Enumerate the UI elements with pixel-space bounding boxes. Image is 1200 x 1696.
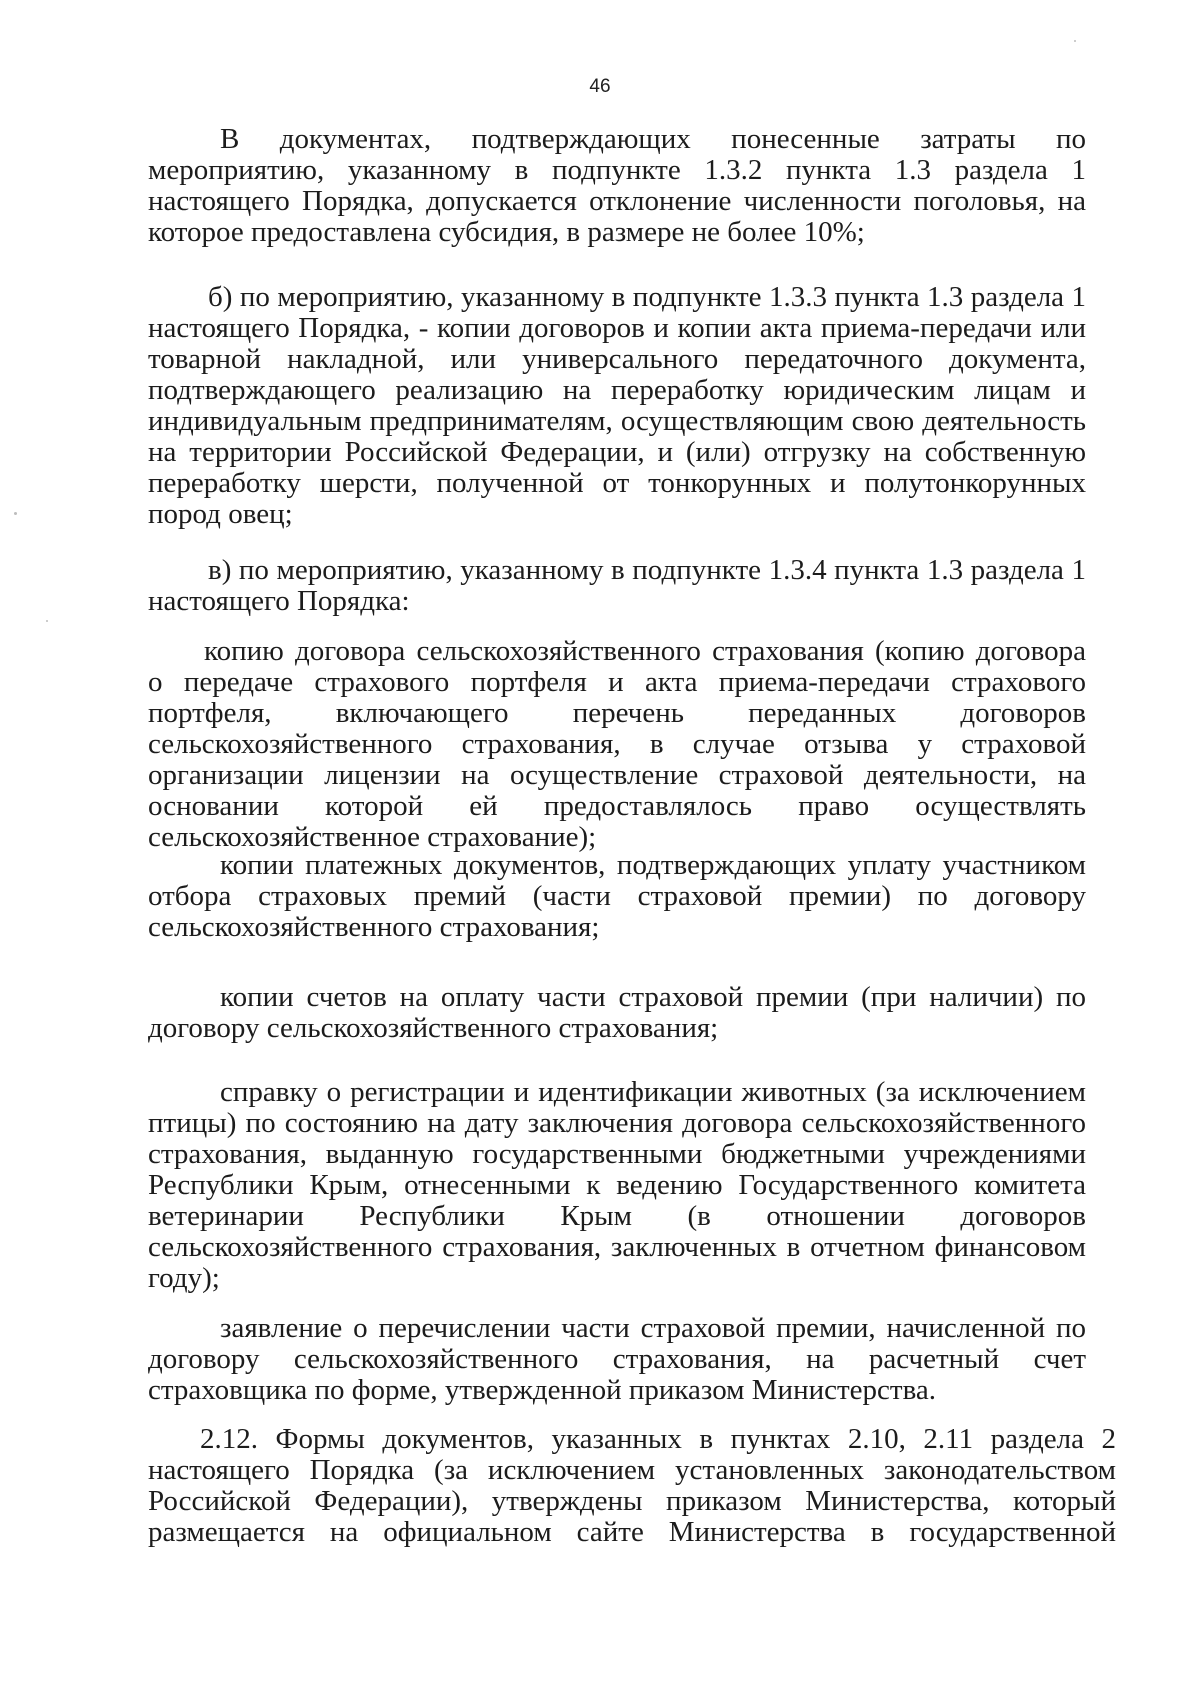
paragraph-item-v: в) по мероприятию, указанному в подпункте 1.3.4 пункта 1.3 раздела 1 настоящего Порядка: [148,554,1086,617]
paragraph-transfer-statement: заявление о перечислении части страховой премии, начисленной по договору сельскохозяйственного страхования, на расчетный счет страховщика по форме, утвержденной приказом Министерства. [148,1312,1086,1406]
paragraph-expense-documents: В документах, подтверждающих понесенные затраты по мероприятию, указанному в подпункте 1.3.2 пункта 1.3 раздела 1 настоящего Порядка, допускается отклонение численности поголовья, на которое предоставлена субсидия, в размере не более 10%; [148,123,1086,248]
paragraph-registration-certificate: справку о регистрации и идентификации животных (за исключением птицы) по состоянию на дату заключения договора сельскохозяйственного страхования, выданную государственными бюджетными учреждениями Республики Крым, отнесенными к ведению Государственного комитета ветеринарии Республики Крым (в отношении договоров сельскохозяйственного страхования, заключенных в отчетном финансовом году); [148,1076,1086,1294]
page-number: 46 [589,76,611,97]
scan-speck [1074,40,1076,42]
paragraph-payment-documents: копии платежных документов, подтверждающих уплату участником отбора страховых премий (части страховой премии) по договору сельскохозяйственного страхования; [148,849,1086,943]
scan-speck [46,620,48,622]
paragraph-insurance-contract: копию договора сельскохозяйственного страхования (копию договора о передаче страхового портфеля и акта приема-передачи страхового портфеля, включающего перечень переданных договоров сельскохозяйственного страхования, в случае отзыва у страховой организации лицензии на осуществление страховой деятельности, на основании которой ей предоставлялось право осуществлять сельскохозяйственное страхование); [148,635,1086,853]
paragraph-item-b: б) по мероприятию, указанному в подпункте 1.3.3 пункта 1.3 раздела 1 настоящего Порядка, - копии договоров и копии акта приема-передачи или товарной накладной, или универсального передаточного документа, подтверждающего реализацию на переработку юридическим лицам и индивидуальным предпринимателям, осуществляющим свою деятельность на территории Российской Федерации, и (или) отгрузку на собственную переработку шерсти, полученной от тонкорунных и полутонкорунных пород овец; [148,281,1086,530]
scan-speck [14,512,17,515]
paragraph-invoices: копии счетов на оплату части страховой премии (при наличии) по договору сельскохозяйственного страхования; [148,981,1086,1044]
paragraph-section-2-12: 2.12. Формы документов, указанных в пунктах 2.10, 2.11 раздела 2 настоящего Порядка (за исключением установленных законодательством Российской Федерации), утверждены приказом Министерства, который размещается на официальном сайте Министерства в государственной [148,1423,1116,1548]
